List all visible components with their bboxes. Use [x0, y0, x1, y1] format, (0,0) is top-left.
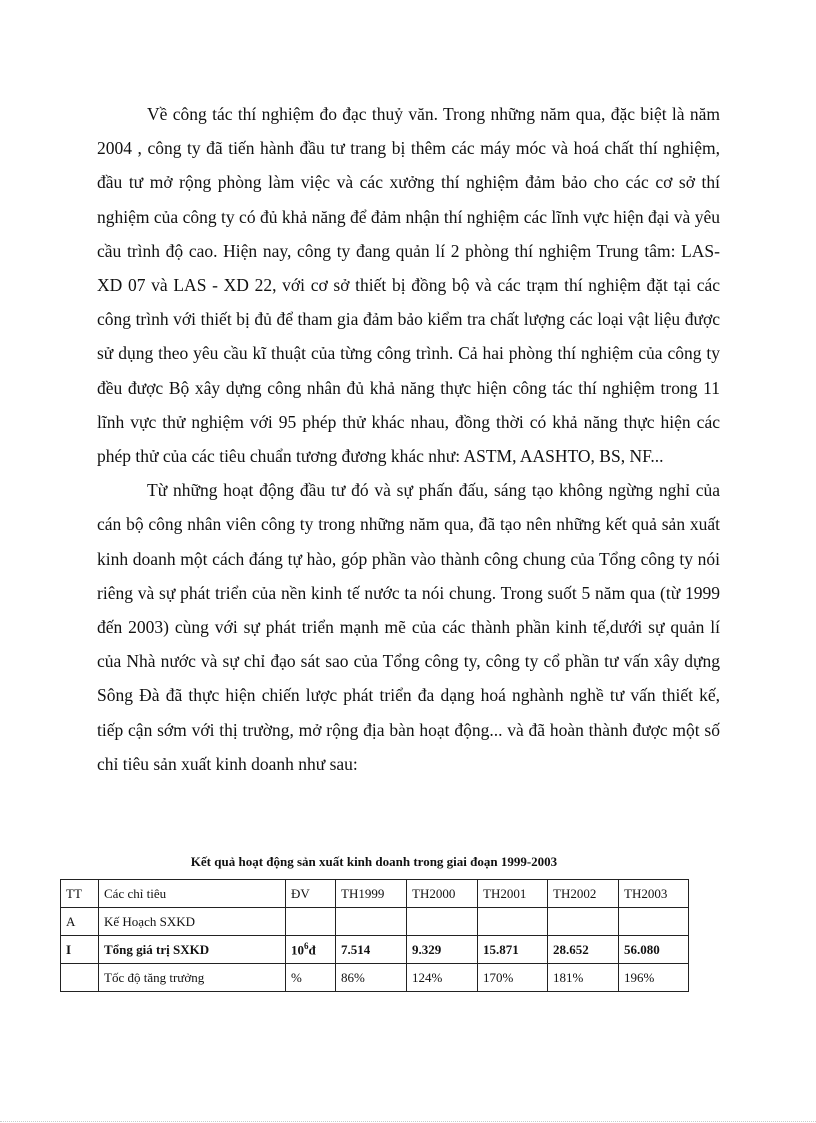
page-bottom-divider: [0, 1121, 816, 1122]
value-cell: 28.652: [548, 936, 619, 964]
table-row: [61, 908, 689, 936]
paragraph-business-results: Từ những hoạt động đầu tư đó và sự phấn đấu, sáng tạo không ngừng nghỉ của cán bộ công nhân viên công ty trong những năm qua, đã tạo nên những kết quả sản xuất kinh doanh một cách đáng tự hào, góp phần vào thành công chung của Tổng công ty nói riêng và sự phát triển của nền kinh tế nước ta nói chung. Trong suốt 5 năm qua (từ 1999 đến 2003) cùng với sự phát triển mạnh mẽ của các thành phần kinh tế,dưới sự quản lí của Nhà nước và sự chỉ đạo sát sao của Tổng công ty, công ty cổ phần tư vấn xây dựng Sông Đà đã thực hiện chiến lược phát triển đa dạng hoá nghành nghề tư vấn thiết kế, tiếp cận sớm với thị trường, mở rộng địa bàn hoạt động... và đã hoàn thành được một số chỉ tiêu sản xuất kinh doanh như sau:: [97, 480, 720, 774]
row-number-cell: [61, 964, 99, 992]
indicator-cell: Kế Hoạch SXKD: [99, 908, 286, 936]
value-cell: [548, 908, 619, 936]
value-cell: 86%: [336, 964, 407, 992]
value-cell: 124%: [407, 964, 478, 992]
header-cell: TT: [61, 880, 99, 908]
value-cell: [619, 908, 689, 936]
value-cell: 170%: [478, 964, 548, 992]
table-caption: Kết quả hoạt động sản xuất kinh doanh trong giai đoạn 1999-2003: [190, 854, 558, 869]
table-header-row: [61, 880, 689, 908]
table-row: [61, 936, 689, 964]
header-cell: TH2002: [548, 880, 619, 908]
value-cell: [407, 908, 478, 936]
value-cell: [336, 908, 407, 936]
header-cell: TH2001: [478, 880, 548, 908]
unit-cell: [286, 936, 336, 964]
value-cell: [478, 908, 548, 936]
value-cell: 196%: [619, 964, 689, 992]
unit-base: 10: [291, 942, 304, 958]
value-cell: 56.080: [619, 936, 689, 964]
row-number-cell: A: [61, 908, 99, 936]
unit-cell: [286, 908, 336, 936]
header-cell: Các chỉ tiêu: [99, 880, 286, 908]
header-cell: ĐV: [286, 880, 336, 908]
value-cell: 9.329: [407, 936, 478, 964]
unit-cell: %: [286, 964, 336, 992]
indicator-cell: Tốc độ tăng trưởng: [99, 964, 286, 992]
indicator-cell: Tổng giá trị SXKD: [99, 936, 286, 964]
header-cell: TH2000: [407, 880, 478, 908]
value-cell: 15.871: [478, 936, 548, 964]
table-row: [61, 964, 689, 992]
header-cell: TH1999: [336, 880, 407, 908]
value-cell: 7.514: [336, 936, 407, 964]
row-number-cell: I: [61, 936, 99, 964]
results-table: [60, 879, 689, 992]
header-cell: TH2003: [619, 880, 689, 908]
body-text: [97, 97, 720, 781]
paragraph-lab-testing: Về công tác thí nghiệm đo đạc thuỷ văn. Trong những năm qua, đặc biệt là năm 2004 , công ty đã tiến hành đầu tư trang bị thêm các máy móc và hoá chất thí nghiệm, đầu tư mở rộng phòng làm việc và các xưởng thí nghiệm đảm bảo cho các cơ sở thí nghiệm của công ty có đủ khả năng để đảm nhận thí nghiệm các lĩnh vực hiện đại và yêu cầu trình độ cao. Hiện nay, công ty đang quản lí 2 phòng thí nghiệm Trung tâm: LAS-XD 07 và LAS - XD 22, với cơ sở thiết bị đồng bộ và các trạm thí nghiệm đặt tại các công trình với thiết bị đủ để tham gia đảm bảo kiểm tra chất lượng các loại vật liệu được sử dụng theo yêu cầu kĩ thuật của từng công trình. Cả hai phòng thí nghiệm của công ty đều được Bộ xây dựng công nhân đủ khả năng thực hiện công tác thí nghiệm trong 11 lĩnh vực thử nghiệm với 95 phép thử khác nhau, đồng thời có khả năng thực hiện các phép thử của các tiêu chuẩn tương đương khác như: ASTM, AASHTO, BS, NF...: [97, 104, 720, 467]
value-cell: 181%: [548, 964, 619, 992]
unit-suffix: đ: [308, 942, 316, 958]
unit-exponent: 6: [304, 940, 309, 951]
